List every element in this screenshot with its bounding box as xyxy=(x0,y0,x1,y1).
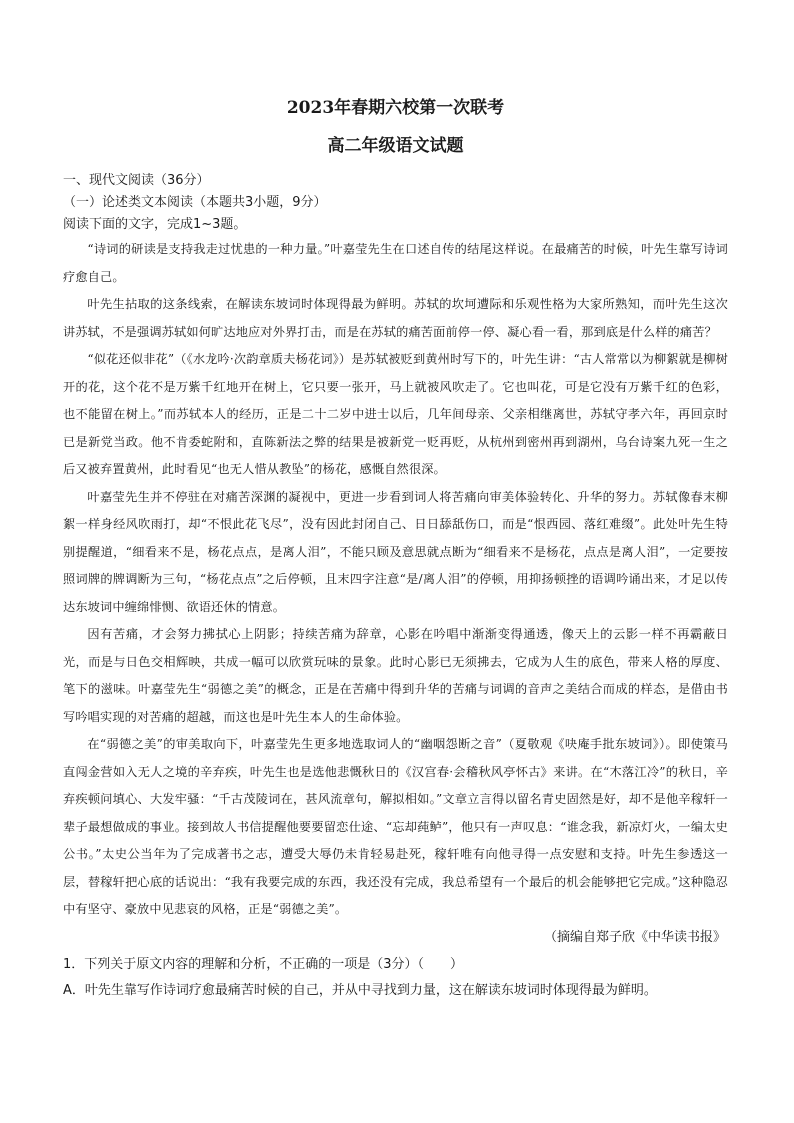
question-1-stem: 1．下列关于原文内容的理解和分析，不正确的一项是（3分）（ ） xyxy=(63,956,464,972)
passage-source: （摘编自郑子欣《中华读书报》 xyxy=(543,929,726,945)
reading-passage xyxy=(63,236,728,924)
passage-paragraph-1: “诗词的研读是支持我走过忧患的一种力量。”叶嘉莹先生在口述自传的结尾这样说。在最痛苦的时候，叶先生靠写诗词疗愈自己。 xyxy=(63,242,728,284)
passage-paragraph-6: 在“弱德之美”的审美取向下，叶嘉莹先生更多地选取词人的“幽咽怨断之音”（夏敬观《吷庵手批东坡词》）。即使策马直闯金营如入无人之境的辛弃疾，叶先生也是选他悲慨秋日的《汉宫春·会稽秋风亭怀古》来讲。在“木落江冷”的秋日，辛弃疾顿问填心、大发牢骚：“千古茂陵词在，甚风流章句，解拟相如。”文章立言得以留名青史固然是好，却不是他辛稼轩一辈子最想做成的事业。接到故人书信提醒他要要留恋仕途、“忘却莼鲈”，他只有一声叹息：“谁念我，新凉灯火，一编太史公书。”太史公当年为了完成著书之志，遭受大辱仍未肯轻易赴死，稼轩唯有向他寻得一点安慰和支持。叶先生参透这一层，替稼轩把心底的话说出：“我有我要完成的东西，我还没有完成，我总希望有一个最后的机会能够把它完成。”这种隐忍中有坚守、豪放中见悲哀的风格，正是“弱德之美”。 xyxy=(63,737,728,916)
passage-paragraph-4: 叶嘉莹先生并不停驻在对痛苦深渊的凝视中，更进一步看到词人将苦痛向审美体验转化、升华的努力。苏轼像春末柳絮一样身经风吹雨打，却“不恨此花飞尽”，没有因此封闭自己、日日舔舐伤口，而是“恨西园、落红难缀”。此处叶先生特别提醒道，“细看来不是，杨花点点，是离人泪”，不能只顾及意思就点断为“细看来不是杨花，点点是离人泪”，一定要按照词牌的牌调断为三句，“杨花点点”之后停顿，且末四字注意“是/离人泪”的停顿，用抑扬顿挫的语调吟诵出来，才足以传达东坡词中缠绵悱恻、欲语还休的情意。 xyxy=(63,489,728,614)
exam-title: 2023年春期六校第一次联考 xyxy=(286,98,505,118)
subsection-heading: （一）论述类文本阅读（本题共3小题，9分） xyxy=(63,195,327,210)
passage-paragraph-2: 叶先生拈取的这条线索，在解读东坡词时体现得最为鲜明。苏轼的坎坷遭际和乐观性格为大家所熟知，而叶先生这次讲苏轼，不是强调苏轼如何旷达地应对外界打击，而是在苏轼的痛苦面前停一停、凝心看一看，那到底是什么样的痛苦？ xyxy=(63,297,728,339)
section-heading: 一、现代文阅读（36分） xyxy=(63,173,210,188)
passage-paragraph-5: 因有苦痛，才会努力拂拭心上阴影；持续苦痛为辞章，心影在吟唱中渐渐变得通透，像天上的云影一样不再霸蔽日光，而是与日色交相辉映，共成一幅可以欣赏玩味的景象。此时心影已无须拂去，它成为人生的底色，带来人格的厚度、笔下的滋味。叶嘉莹先生“弱德之美”的概念，正是在苦痛中得到升华的苦痛与词调的音声之美结合而成的样态，是借由书写吟唱实现的对苦痛的超越，而这也是叶先生本人的生命体验。 xyxy=(63,627,728,724)
reading-instruction: 阅读下面的文字，完成1~3题。 xyxy=(63,217,247,232)
exam-subtitle: 高二年级语文试题 xyxy=(327,136,464,156)
passage-paragraph-3: “似花还似非花”（《水龙吟·次韵章质夫杨花词》）是苏轼被贬到黄州时写下的，叶先生讲：“古人常常以为柳絮就是柳树开的花，这个花不是万紫千红地开在树上，它只要一张开，马上就被风吹走了。它也叫花，可是它没有万紫千红的色彩，也不能留在树上。”而苏轼本人的经历，正是二十二岁中进士以后，几年间母亲、父亲相继离世，苏轼守孝六年，再回京时已是新党当政。他不肯委蛇附和，直陈新法之弊的结果是被新党一贬再贬，从杭州到密州再到湖州，乌台诗案九死一生之后又被弃置黄州，此时看见“也无人惜从教坠”的杨花，感慨自然很深。 xyxy=(63,352,728,476)
question-1-option-a: A．叶先生靠写作诗词疗愈最痛苦时候的自己，并从中寻找到力量，这在解读东坡词时体现得最为鲜明。 xyxy=(63,982,657,998)
